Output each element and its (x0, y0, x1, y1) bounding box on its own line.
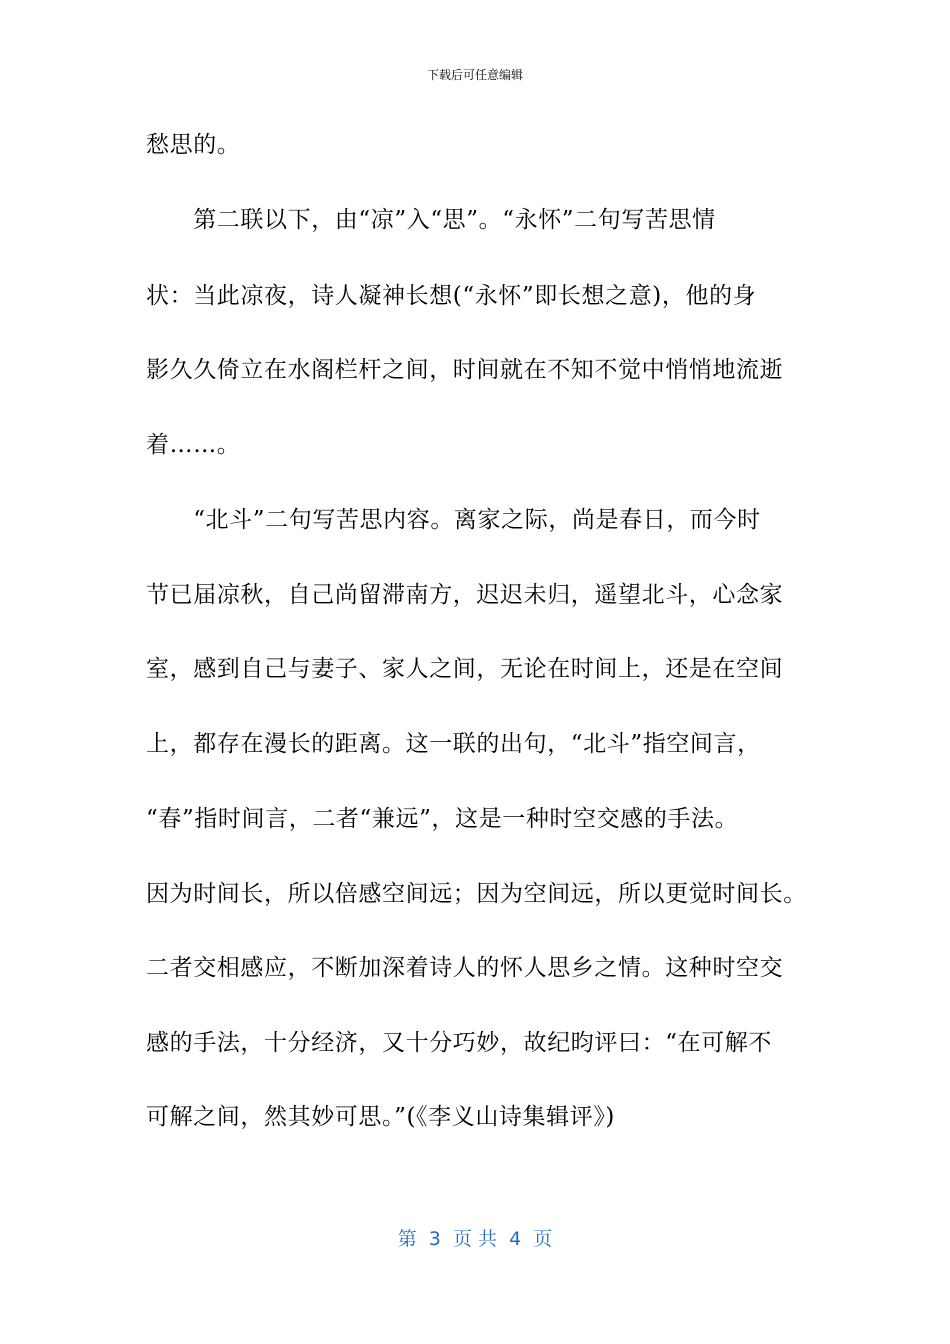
body-line-12: 二者交相感应，不断加深着诗人的怀人思乡之情。这种时空交 (146, 955, 784, 981)
body-line-8: 室，感到自己与妻子、家人之间，无论在时间上，还是在空间 (146, 656, 784, 682)
body-line-13: 感的手法，十分经济，又十分巧妙，故纪昀评曰：“在可解不 (146, 1030, 772, 1056)
body-line-11: 因为时间长，所以倍感空间远；因为空间远，所以更觉时间长。 (146, 881, 807, 907)
body-line-6: “北斗”二句写苦思内容。离家之际，尚是春日，而今时 (146, 507, 761, 533)
body-line-2: 第二联以下，由“凉”入“思”。“永怀”二句写苦思情 (146, 207, 716, 233)
body-line-9: 上，都存在漫长的距离。这一联的出句，“北斗”指空间言， (146, 731, 761, 757)
body-line-3: 状：当此凉夜，诗人凝神长想(“永怀”即长想之意)，他的身 (146, 283, 757, 309)
page-header: 下载后可任意编辑 (426, 68, 523, 82)
body-line-4: 影久久倚立在水阁栏杆之间，时间就在不知不觉中悄悄地流逝 (146, 357, 784, 383)
body-line-1: 愁思的。 (146, 132, 241, 158)
body-line-14: 可解之间，然其妙可思。”(《李义山诗集辑评》) (146, 1104, 616, 1130)
body-line-10: “春”指时间言，二者“兼远”，这是一种时空交感的手法。 (146, 806, 739, 832)
body-line-7: 节已届凉秋，自己尚留滞南方，迟迟未归，遥望北斗，心念家 (146, 582, 784, 608)
body-line-5: 着……。 (146, 432, 241, 458)
page-number-footer: 第 3 页 共 4 页 (397, 1228, 553, 1250)
